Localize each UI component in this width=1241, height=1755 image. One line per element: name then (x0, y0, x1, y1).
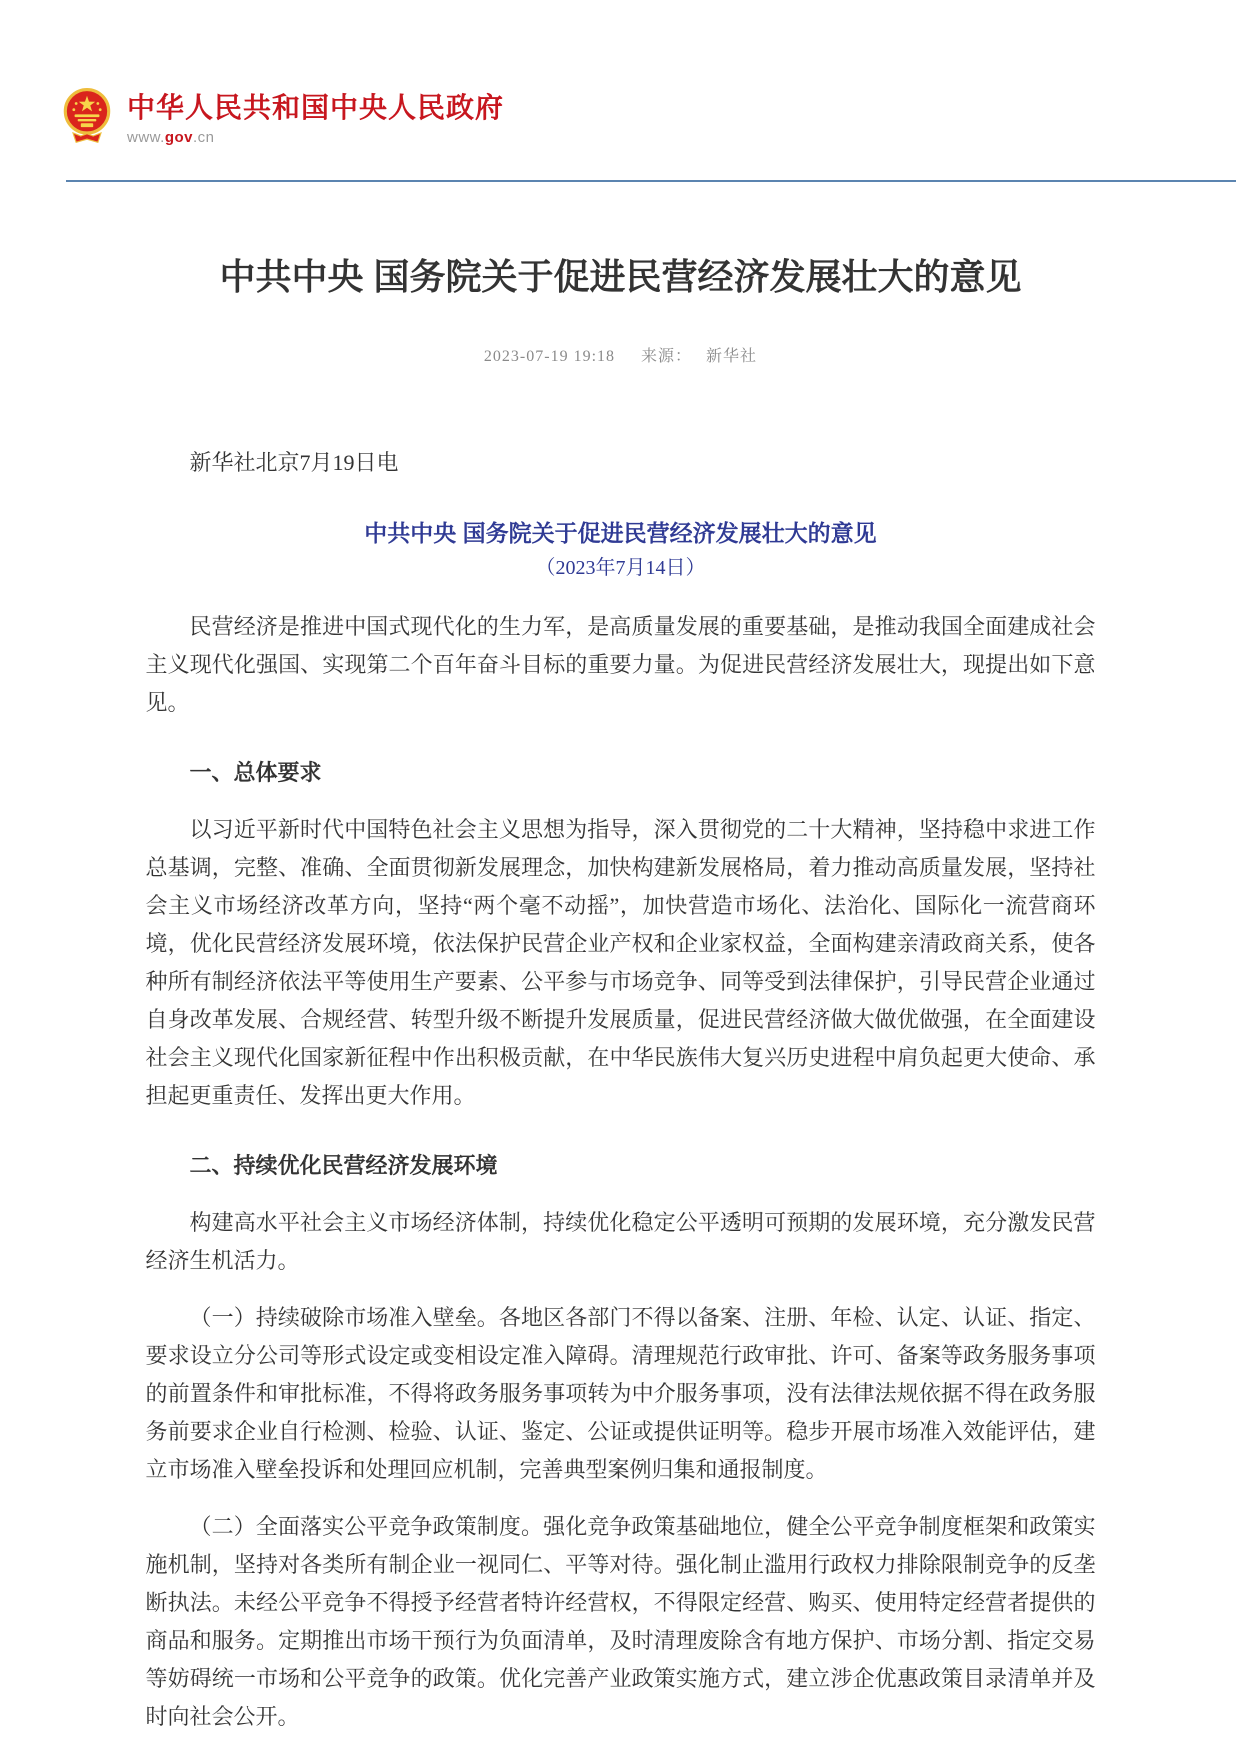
source-name[interactable]: 新华社 (706, 347, 758, 365)
site-title[interactable]: 中华人民共和国中央人民政府 (127, 92, 505, 124)
brand-text (127, 92, 504, 145)
site-header (0, 0, 1241, 150)
header-divider (66, 180, 1236, 182)
publish-datetime: 2023-07-19 19:18 (483, 347, 616, 365)
article-body (146, 444, 1096, 1736)
body-paragraph: 以习近平新时代中国特色社会主义思想为指导，深入贯彻党的二十大精神，坚持稳中求进工作总基调，完整、准确、全面贯彻新发展理念，加快构建新发展格局，着力推动高质量发展，坚持社会主义市场经济改革方向，坚持“两个毫不动摇”，加快营造市场化、法治化、国际化一流营商环境，优化民营经济发展环境，依法保护民营企业产权和企业家权益，全面构建亲清政商关系，使各种所有制经济依法平等使用生产要素、公平参与市场竞争、同等受到法律保护，引导民营企业通过自身改革发展、合规经营、转型升级不断提升发展质量，促进民营经济做大做优做强，在全面建设社会主义现代化国家新征程中作出积极贡献，在中华民族伟大复兴历史进程中肩负起更大使命、承担起更重责任、发挥出更大作用。 (145, 816, 1096, 1108)
site-url[interactable] (127, 129, 504, 146)
document-date: （2023年7月14日） (535, 556, 706, 579)
section-heading: 一、总体要求 (189, 759, 322, 785)
paragraphs-container (146, 608, 1096, 1736)
section-heading: 二、持续优化民营经济发展环境 (189, 1152, 498, 1178)
site-url-www: www. (127, 128, 165, 146)
source-label: 来源： (641, 347, 693, 365)
body-paragraph: 构建高水平社会主义市场经济体制，持续优化稳定公平透明可预期的发展环境，充分激发民营经济生机活力。 (145, 1209, 1096, 1273)
article (0, 254, 1241, 1736)
page-title: 中共中央 国务院关于促进民营经济发展壮大的意见 (219, 256, 1022, 297)
national-emblem-icon[interactable] (62, 88, 112, 150)
body-paragraph: 民营经济是推进中国式现代化的生力军，是高质量发展的重要基础，是推动我国全面建成社会主义现代化强国、实现第二个百年奋斗目标的重要力量。为促进民营经济发展壮大，现提出如下意见。 (145, 613, 1096, 715)
body-paragraph: （二）全面落实公平竞争政策制度。强化竞争政策基础地位，健全公平竞争制度框架和政策实施机制，坚持对各类所有制企业一视同仁、平等对待。强化制止滥用行政权力排除限制竞争的反垄断执法。未经公平竞争不得授予经营者特许经营权，不得限定经营、购买、使用特定经营者提供的商品和服务。定期推出市场干预行为负面清单，及时清理废除含有地方保护、市场分割、指定交易等妨碍统一市场和公平竞争的政策。优化完善产业政策实施方式，建立涉企优惠政策目录清单并及时向社会公开。 (145, 1513, 1096, 1729)
site-url-cn: .cn (193, 128, 215, 146)
article-meta (0, 343, 1241, 366)
document-title: 中共中央 国务院关于促进民营经济发展壮大的意见 (364, 519, 877, 546)
site-url-gov: gov (164, 128, 194, 146)
dateline: 新华社北京7月19日电 (189, 449, 399, 475)
body-paragraph: （一）持续破除市场准入壁垒。各地区各部门不得以备案、注册、年检、认定、认证、指定、要求设立分公司等形式设定或变相设定准入障碍。清理规范行政审批、许可、备案等政务服务事项的前置条件和审批标准，不得将政务服务事项转为中介服务事项，没有法律法规依据不得在政务服务前要求企业自行检测、检验、认证、鉴定、公证或提供证明等。稳步开展市场准入效能评估，建立市场准入壁垒投诉和处理回应机制，完善典型案例归集和通报制度。 (145, 1304, 1096, 1482)
